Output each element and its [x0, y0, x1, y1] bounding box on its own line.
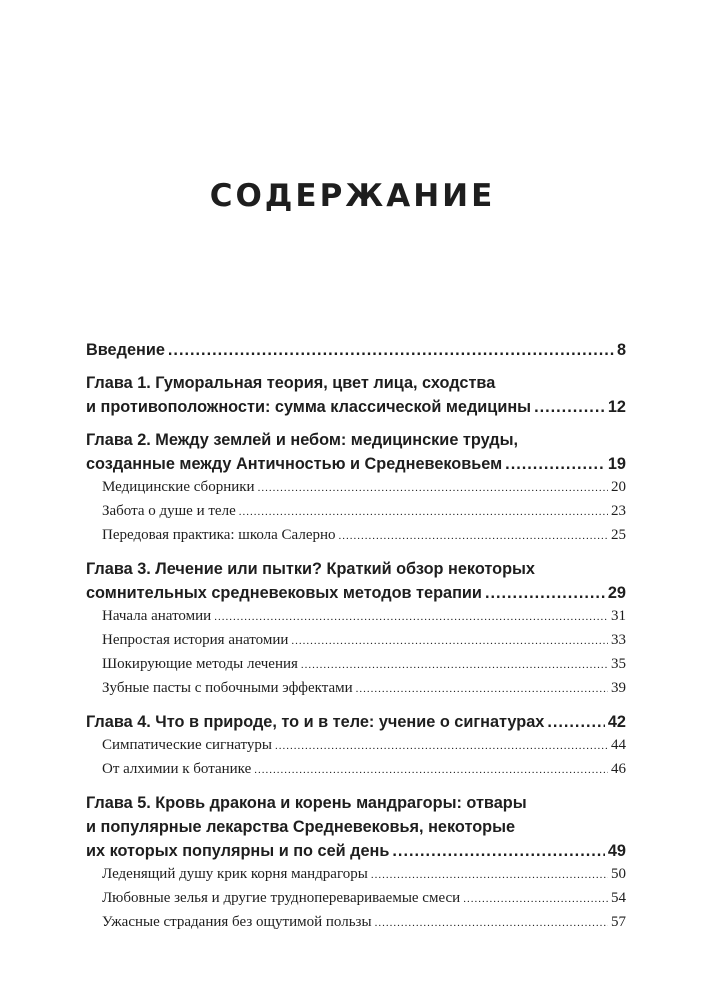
toc-section-label: Непростая история анатомии: [102, 632, 289, 648]
toc-page-number: 33: [611, 632, 626, 648]
toc-section[interactable]: [86, 524, 626, 548]
toc-section-label: Забота о душе и теле: [102, 503, 236, 519]
toc-section-label: Леденящий душу крик корня мандрагоры: [102, 866, 368, 882]
dot-leader: [547, 710, 605, 734]
toc-entry[interactable]: [86, 338, 626, 362]
dot-leader: [214, 606, 608, 629]
toc-section[interactable]: [86, 605, 626, 629]
dot-leader: [168, 338, 614, 362]
toc-page-number: 23: [611, 503, 626, 519]
dot-leader: [291, 630, 608, 653]
toc-section[interactable]: [86, 911, 626, 935]
toc-page-number: 12: [607, 398, 626, 416]
toc-section[interactable]: [86, 476, 626, 500]
toc-entry-label: Глава 4. Что в природе, то и в теле: учение о сигнатурах: [86, 713, 545, 731]
toc-section[interactable]: [86, 734, 626, 758]
toc-chapter-2: [86, 428, 626, 548]
toc-section[interactable]: [86, 500, 626, 524]
toc-chapter-title-line: Глава 5. Кровь дракона и корень мандрагоры: отвары: [86, 794, 527, 812]
toc-chapter-title-line: Глава 2. Между землей и небом: медицинские труды,: [86, 431, 519, 449]
toc-page-number: 50: [611, 866, 626, 882]
dot-leader: [356, 678, 608, 701]
toc-page-number: 57: [611, 914, 626, 930]
toc-section-label: Начала анатомии: [102, 608, 212, 624]
toc-entry[interactable]: [86, 839, 626, 863]
toc-page-number: 42: [607, 713, 626, 731]
toc-chapter-3: [86, 557, 626, 701]
toc-chapter-title-line: и популярные лекарства Средневековья, некоторые: [86, 818, 516, 836]
toc-chapter-4: [86, 710, 626, 782]
table-of-contents: [86, 338, 626, 935]
toc-page-number: 44: [611, 737, 626, 753]
toc-entry-label: их которых популярны и по сей день: [86, 842, 390, 860]
toc-entry[interactable]: [86, 452, 626, 476]
dot-leader: [375, 912, 608, 935]
toc-page-number: 31: [611, 608, 626, 624]
toc-section[interactable]: [86, 887, 626, 911]
toc-entry-label: Введение: [86, 341, 165, 359]
toc-entry[interactable]: [86, 710, 626, 734]
toc-section[interactable]: [86, 758, 626, 782]
dot-leader: [392, 839, 604, 863]
toc-entry[interactable]: [86, 581, 626, 605]
dot-leader: [301, 654, 608, 677]
toc-section-label: Передовая практика: школа Салерно: [102, 527, 336, 543]
toc-chapter-5: [86, 791, 626, 935]
dot-leader: [254, 759, 608, 782]
toc-page-number: 54: [611, 890, 626, 906]
page-title: СОДЕРЖАНИЕ: [209, 178, 496, 214]
toc-section[interactable]: [86, 629, 626, 653]
toc-entry-label: и противоположности: сумма классической медицины: [86, 398, 532, 416]
toc-page-number: 25: [611, 527, 626, 543]
dot-leader: [239, 501, 608, 524]
toc-page-number: 20: [611, 479, 626, 495]
dot-leader: [258, 477, 608, 500]
toc-section-label: Любовные зелья и другие трудноперевариваемые смеси: [102, 890, 461, 906]
toc-entry-label: созданные между Античностью и Средневековьем: [86, 455, 503, 473]
toc-page-number: 29: [607, 584, 626, 602]
toc-section-label: Зубные пасты с побочными эффектами: [102, 680, 353, 696]
toc-section-label: От алхимии к ботанике: [102, 761, 252, 777]
toc-section-label: Шокирующие методы лечения: [102, 656, 298, 672]
toc-section[interactable]: [86, 653, 626, 677]
dot-leader: [371, 864, 608, 887]
toc-page-number: 35: [611, 656, 626, 672]
toc-chapter-1: [86, 371, 626, 419]
toc-page-number: 8: [616, 341, 626, 359]
toc-page-number: 19: [607, 455, 626, 473]
toc-section[interactable]: [86, 863, 626, 887]
toc-section-label: Ужасные страдания без ощутимой пользы: [102, 914, 372, 930]
dot-leader: [275, 735, 608, 758]
dot-leader: [534, 395, 605, 419]
dot-leader: [485, 581, 605, 605]
toc-section-label: Симпатические сигнатуры: [102, 737, 272, 753]
toc-page-number: 39: [611, 680, 626, 696]
dot-leader: [463, 888, 608, 911]
toc-entry[interactable]: [86, 395, 626, 419]
toc-page-number: 49: [607, 842, 626, 860]
toc-entry-label: сомнительных средневековых методов терапии: [86, 584, 482, 602]
toc-chapter-title-line: Глава 1. Гуморальная теория, цвет лица, сходства: [86, 374, 496, 392]
toc-chapter-intro: [86, 338, 626, 362]
toc-chapter-title-line: Глава 3. Лечение или пытки? Краткий обзор некоторых: [86, 560, 535, 578]
toc-page-number: 46: [611, 761, 626, 777]
toc-section-label: Медицинские сборники: [102, 479, 255, 495]
toc-section[interactable]: [86, 677, 626, 701]
dot-leader: [505, 452, 605, 476]
dot-leader: [339, 525, 608, 548]
